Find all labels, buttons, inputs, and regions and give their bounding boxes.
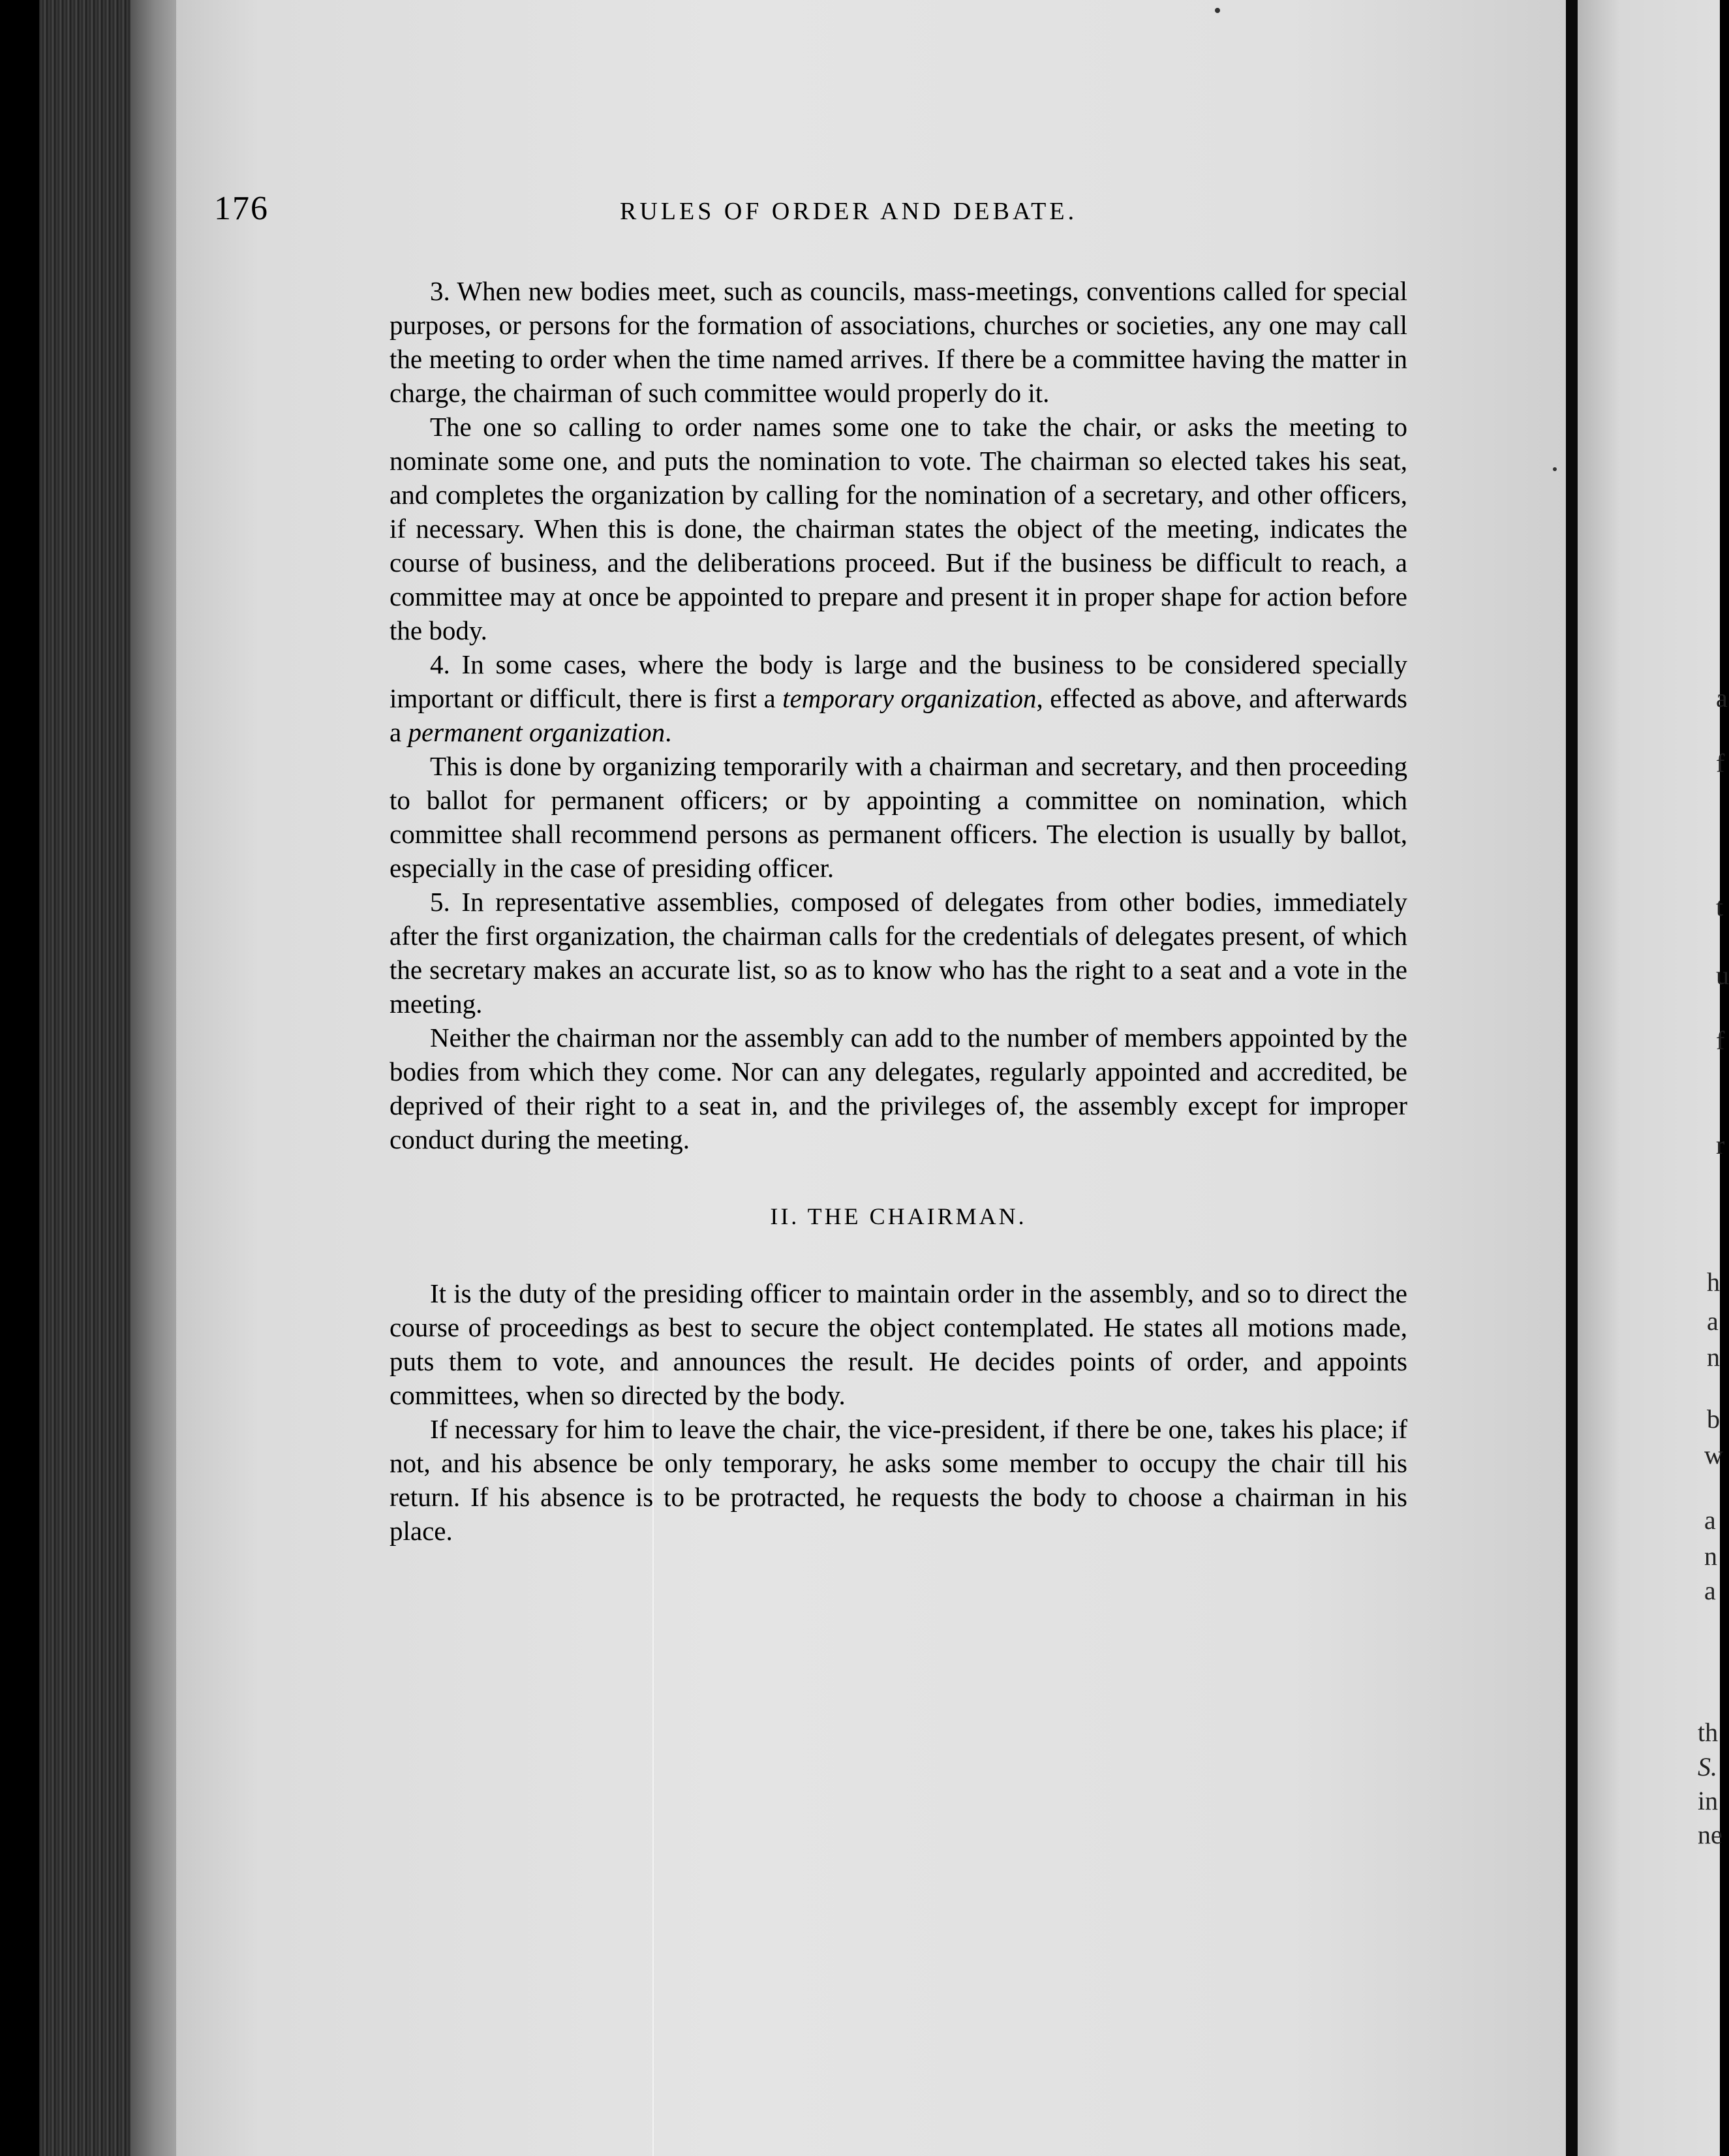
paragraph: Neither the chairman nor the assembly can add to the number of members appointed by the bodies from which they come. Nor can any delegates, regularly appointed and accredited, be deprived of their right to a seat in, and the privileges of, the assembly except for improper conduct during the meeting. <box>390 1023 1407 1154</box>
fragment-char: t <box>1716 892 1724 921</box>
fragment-char: n <box>1704 1541 1717 1571</box>
fragment-char: th <box>1698 1717 1719 1747</box>
paragraph: 3. When new bodies meet, such as councils, mass-meetings, conventions called for special purposes, or persons for the formation of associations, churches or societies, any one may call the meeting to order when the time named arrives. If there be a committee having the matter in charge, the chairman of such committee would properly do it. <box>390 276 1407 408</box>
paragraph: It is the duty of the presiding officer to maintain order in the assembly, and so to direct the course of proceedings as best to secure the object contemplated. He states all motions made, puts them to vote, and announces the result. He decides points of order, and appoints committees, when so directed by the body. <box>390 1278 1407 1410</box>
fragment-char: in <box>1698 1786 1719 1815</box>
fragment-char: a <box>1707 1306 1719 1336</box>
paragraph <box>390 647 1407 749</box>
paragraph: This is done by organizing temporarily with a chairman and secretary, and then proceeding to ballot for permanent officers; or by appointing a committee on nomination, which committee shall recommend persons as permanent officers. The election is usually by ballot, especially in the case of presiding officer. <box>390 751 1407 883</box>
body-text <box>390 274 1407 1548</box>
fragment-char: a <box>1716 683 1728 713</box>
scan-speck <box>1553 467 1557 471</box>
fragment-char: f <box>1716 1026 1725 1055</box>
paragraph-text: . <box>665 717 672 747</box>
paragraph: If necessary for him to leave the chair, the vice-president, if there be one, takes his place; if not, and his absence be only temporary, he asks some member to occupy the chair till his return. If his absence is to be protracted, he requests the body to choose a chairman in his place. <box>390 1414 1407 1546</box>
fragment-char: a <box>1704 1576 1716 1605</box>
running-head: RULES OF ORDER AND DEBATE. <box>620 198 1078 225</box>
scan-speck <box>1215 8 1220 13</box>
fragment-char: w <box>1704 1440 1723 1470</box>
paragraph-text: 4. In some cases, where the body is large and the business to be considered specially important or difficult, there is first a <box>390 649 1407 713</box>
page-number: 176 <box>214 190 269 227</box>
italic-term: permanent organization <box>408 717 666 747</box>
fragment-char: u <box>1716 961 1729 990</box>
fragment-char: r <box>1716 1130 1725 1160</box>
fragment-char: S. <box>1698 1752 1717 1781</box>
fragment-char: a <box>1704 1505 1716 1535</box>
page-gutter <box>1566 0 1578 2156</box>
paragraph: The one so calling to order names some one to take the chair, or asks the meeting to nominate some one, and puts the nomination to vote. The chairman so elected takes his seat, and completes the organization by calling for the nomination of a secretary, and other officers, if necessary. When this is done, the chairman states the object of the meeting, indicates the course of business, and the deliberations proceed. But if the business be difficult to reach, a committee may at once be appointed to prepare and present it in proper shape for action before the body. <box>390 412 1407 645</box>
fragment-char: ne <box>1698 1820 1722 1849</box>
fragment-char: f <box>1716 748 1725 778</box>
section-heading: II. THE CHAIRMAN. <box>770 1203 1027 1229</box>
fragment-char: b <box>1707 1404 1720 1434</box>
paragraph-text: , effected as above, and afterwards a <box>390 683 1407 747</box>
facing-page-fragment <box>1578 0 1729 2156</box>
italic-term: temporary organization <box>782 683 1037 713</box>
fragment-char: n <box>1707 1342 1720 1372</box>
fragment-char: h <box>1707 1267 1720 1297</box>
paragraph: 5. In representative assemblies, composed of delegates from other bodies, immediately after the first organization, the chairman calls for the credentials of delegates present, of which the secretary makes an accurate list, so as to know who has the right to a seat and a vote in the meeting. <box>390 887 1407 1019</box>
book-edge-shadow <box>130 0 179 2156</box>
